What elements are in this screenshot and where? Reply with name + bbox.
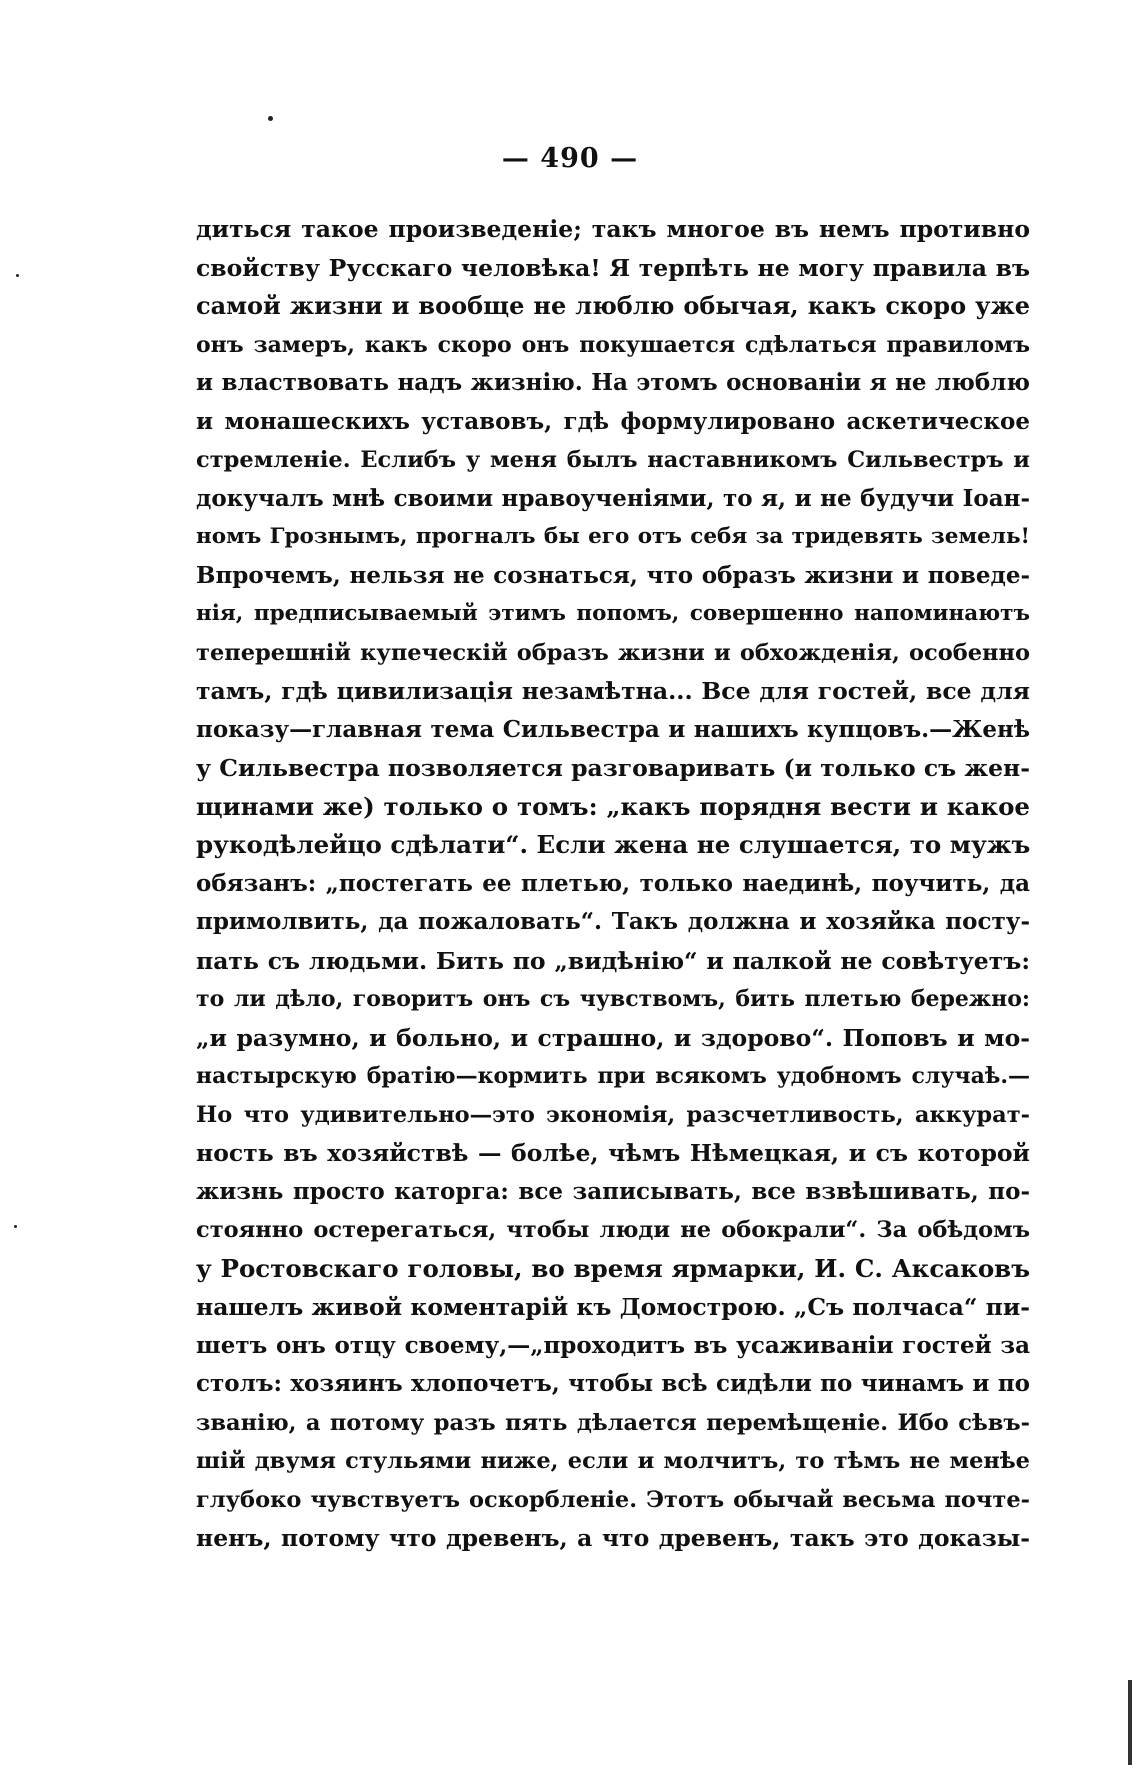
text-line: то ли дѣло, говоритъ онъ съ чувствомъ, бить плетью бережно: xyxy=(196,986,1030,1012)
text-line: примолвить, да пожаловать“. Такъ должна и хозяйка посту- xyxy=(196,908,1030,935)
text-line: Впрочемъ, нельзя не сознаться, что образъ жизни и поведе- xyxy=(196,561,1030,589)
text-line: настырскую братію—кормить при всякомъ удобномъ случаѣ.— xyxy=(196,1063,1030,1089)
text-line: тамъ, гдѣ цивилизація незамѣтна... Все для гостей, все для xyxy=(196,677,1030,705)
page-edge-mark xyxy=(1128,1680,1132,1765)
text-line: у Сильвестра позволяется разговаривать (и только съ жен- xyxy=(196,754,1030,782)
text-line: докучалъ мнѣ своими нравоученіями, то я, и не будучи Іоан- xyxy=(196,484,1030,512)
text-line: Но что удивительно—это экономія, разсчетливость, аккурат- xyxy=(196,1101,1030,1128)
ink-speck xyxy=(14,1225,17,1228)
text-line: и властвовать надъ жизнію. На этомъ основаніи я не люблю xyxy=(196,369,1030,396)
text-line: „и разумно, и больно, и страшно, и здорово“. Поповъ и мо- xyxy=(196,1023,1030,1052)
text-line: пать съ людьми. Бить по „видѣнію“ и палкой не совѣтуетъ: xyxy=(196,946,1030,975)
text-line: и монашескихъ уставовъ, гдѣ формулировано аскетическое xyxy=(196,407,1030,435)
text-line: жизнь просто каторга: все записывать, все взвѣшивать, по- xyxy=(196,1177,1030,1205)
text-line: столъ: хозяинъ хлопочетъ, чтобы всѣ сидѣли по чинамъ и по xyxy=(196,1370,1030,1397)
text-line: обязанъ: „постегать ее плетью, только наединѣ, поучить, да xyxy=(196,869,1030,897)
text-line: нія, предписываемый этимъ попомъ, совершенно напоминаютъ xyxy=(196,601,1030,626)
body-text xyxy=(196,210,1030,1558)
text-line: глубоко чувствуетъ оскорбленіе. Этотъ обычай весьма почте- xyxy=(196,1486,1030,1513)
text-line: званію, а потому разъ пять дѣлается перемѣщеніе. Ибо сѣвъ- xyxy=(196,1409,1030,1436)
text-line: номъ Грознымъ, прогналъ бы его отъ себя за тридевять земель! xyxy=(196,524,1030,549)
page-number: — 490 — xyxy=(501,143,639,174)
text-line: самой жизни и вообще не люблю обычая, какъ скоро уже xyxy=(196,291,1030,320)
text-line: нашелъ живой коментарій къ Домострою. „Съ полчаса“ пи- xyxy=(196,1293,1030,1321)
text-line: у Ростовскаго головы, во время ярмарки, И. С. Аксаковъ xyxy=(196,1253,1030,1283)
text-line: ность въ хозяйствѣ — болѣе, чѣмъ Нѣмецкая, и съ которой xyxy=(196,1139,1030,1167)
text-line: стоянно остерегаться, чтобы люди не обокрали“. За обѣдомъ xyxy=(196,1217,1030,1243)
text-line: диться такое произведеніе; такъ многое въ немъ противно xyxy=(196,215,1030,243)
text-line: щинами же) только о томъ: „какъ порядня вести и какое xyxy=(196,791,1030,821)
text-line: онъ замеръ, какъ скоро онъ покушается сдѣлаться правиломъ xyxy=(196,331,1030,358)
text-line: ненъ, потому что древенъ, а что древенъ, такъ это доказы- xyxy=(196,1524,1030,1552)
ink-speck xyxy=(268,116,273,121)
text-line: свойству Русскаго человѣка! Я терпѣть не могу правила въ xyxy=(196,253,1030,282)
text-line: показу—главная тема Сильвестра и нашихъ купцовъ.—Женѣ xyxy=(196,715,1030,743)
text-line: шій двумя стульями ниже, если и молчитъ, то тѣмъ не менѣе xyxy=(196,1448,1030,1474)
text-line: шетъ онъ отцу своему,—„проходитъ въ усаживаніи гостей за xyxy=(196,1331,1030,1359)
text-line: стремленіе. Еслибъ у меня былъ наставникомъ Сильвестръ и xyxy=(196,447,1030,473)
ink-speck xyxy=(16,274,19,277)
text-line: теперешній купеческій образъ жизни и обхожденія, особенно xyxy=(196,639,1030,666)
text-line: рукодѣлейцо сдѣлати“. Если жена не слушается, то мужъ xyxy=(196,830,1030,859)
